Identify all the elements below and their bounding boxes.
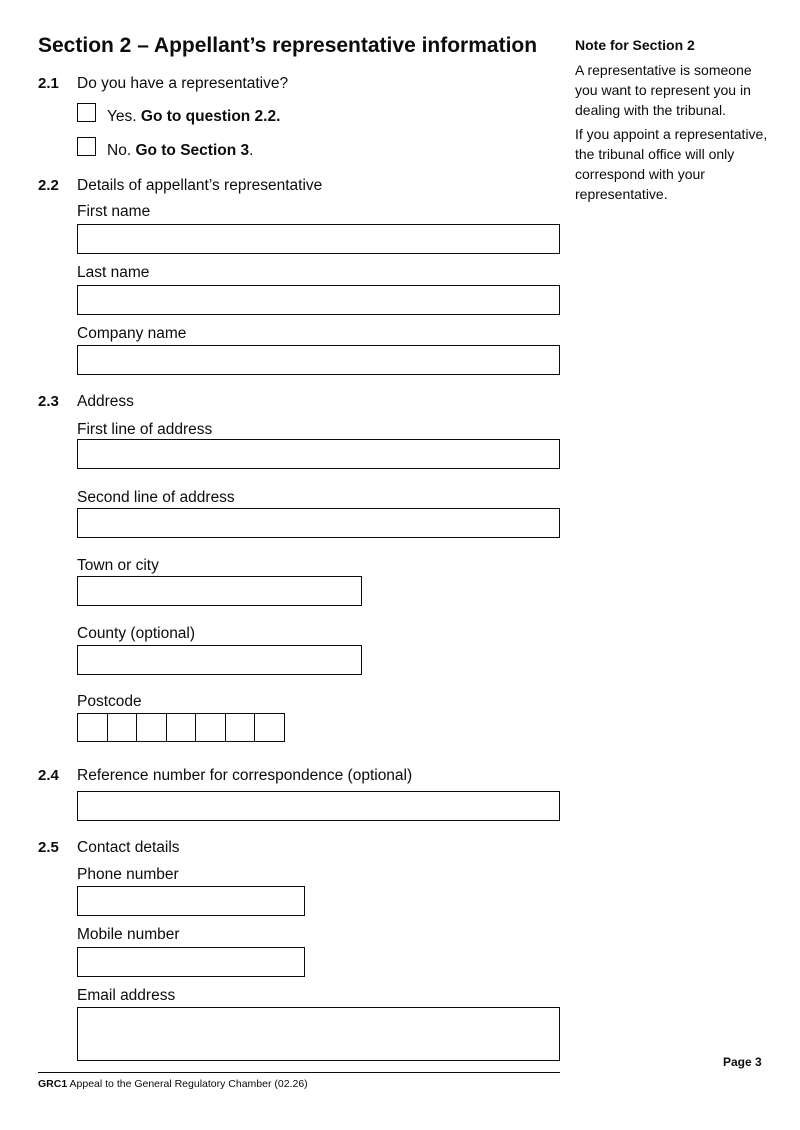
postcode-cell[interactable] xyxy=(225,713,256,742)
address-line2-field[interactable] xyxy=(77,508,560,538)
yes-option-label xyxy=(107,108,280,126)
question-text-2-3: Address xyxy=(77,393,134,410)
question-number-2-4: 2.4 xyxy=(38,767,59,784)
first-name-field[interactable] xyxy=(77,224,560,254)
question-number-2-3: 2.3 xyxy=(38,393,59,410)
question-number-2-2: 2.2 xyxy=(38,177,59,194)
no-checkbox[interactable] xyxy=(77,137,96,156)
no-option-label xyxy=(107,142,253,160)
phone-field[interactable] xyxy=(77,886,305,916)
form-title: Appeal to the General Regulatory Chamber (02.26) xyxy=(69,1078,308,1090)
mobile-label: Mobile number xyxy=(77,926,180,943)
no-prefix: No. xyxy=(107,142,132,159)
question-number-2-5: 2.5 xyxy=(38,839,59,856)
postcode-cell[interactable] xyxy=(195,713,226,742)
yes-instruction: Go to question 2.2. xyxy=(140,108,281,125)
postcode-field[interactable] xyxy=(77,713,285,742)
company-name-field[interactable] xyxy=(77,345,560,375)
footer xyxy=(38,1078,308,1090)
question-text-2-1: Do you have a representative? xyxy=(77,75,289,92)
phone-label: Phone number xyxy=(77,866,179,883)
county-label: County (optional) xyxy=(77,625,196,642)
mobile-field[interactable] xyxy=(77,947,305,977)
reference-number-field[interactable] xyxy=(77,791,560,821)
page-number: Page 3 xyxy=(723,1055,762,1069)
question-text-2-5: Contact details xyxy=(77,839,180,856)
postcode-label: Postcode xyxy=(77,693,142,710)
company-name-label: Company name xyxy=(77,325,187,342)
footer-divider xyxy=(38,1072,560,1073)
question-number-2-1: 2.1 xyxy=(38,75,59,92)
postcode-cell[interactable] xyxy=(254,713,285,742)
note-paragraph-1: A representative is someone you want to represent you in dealing with the tribunal. xyxy=(575,62,752,118)
no-instruction: Go to Section 3 xyxy=(135,142,250,159)
county-field[interactable] xyxy=(77,645,362,675)
note-title: Note for Section 2 xyxy=(575,37,695,53)
postcode-cell[interactable] xyxy=(166,713,197,742)
postcode-cell[interactable] xyxy=(136,713,167,742)
postcode-cell[interactable] xyxy=(107,713,138,742)
last-name-label: Last name xyxy=(77,264,150,281)
first-name-label: First name xyxy=(77,203,151,220)
town-field[interactable] xyxy=(77,576,362,606)
note-paragraph-2: If you appoint a representative, the tribunal office will only correspond with your representative. xyxy=(575,126,768,202)
last-name-field[interactable] xyxy=(77,285,560,315)
address-line1-label: First line of address xyxy=(77,421,213,438)
section-title: Section 2 – Appellant’s representative information xyxy=(38,34,538,57)
email-label: Email address xyxy=(77,987,176,1004)
yes-prefix: Yes. xyxy=(107,108,137,125)
no-suffix: . xyxy=(249,142,254,159)
address-line1-field[interactable] xyxy=(77,439,560,469)
question-text-2-4: Reference number for correspondence (optional) xyxy=(77,767,413,784)
email-field[interactable] xyxy=(77,1007,560,1061)
address-line2-label: Second line of address xyxy=(77,489,235,506)
town-label: Town or city xyxy=(77,557,159,574)
yes-checkbox[interactable] xyxy=(77,103,96,122)
form-code: GRC1 xyxy=(38,1078,68,1090)
question-text-2-2: Details of appellant’s representative xyxy=(77,177,323,194)
postcode-cell[interactable] xyxy=(77,713,108,742)
